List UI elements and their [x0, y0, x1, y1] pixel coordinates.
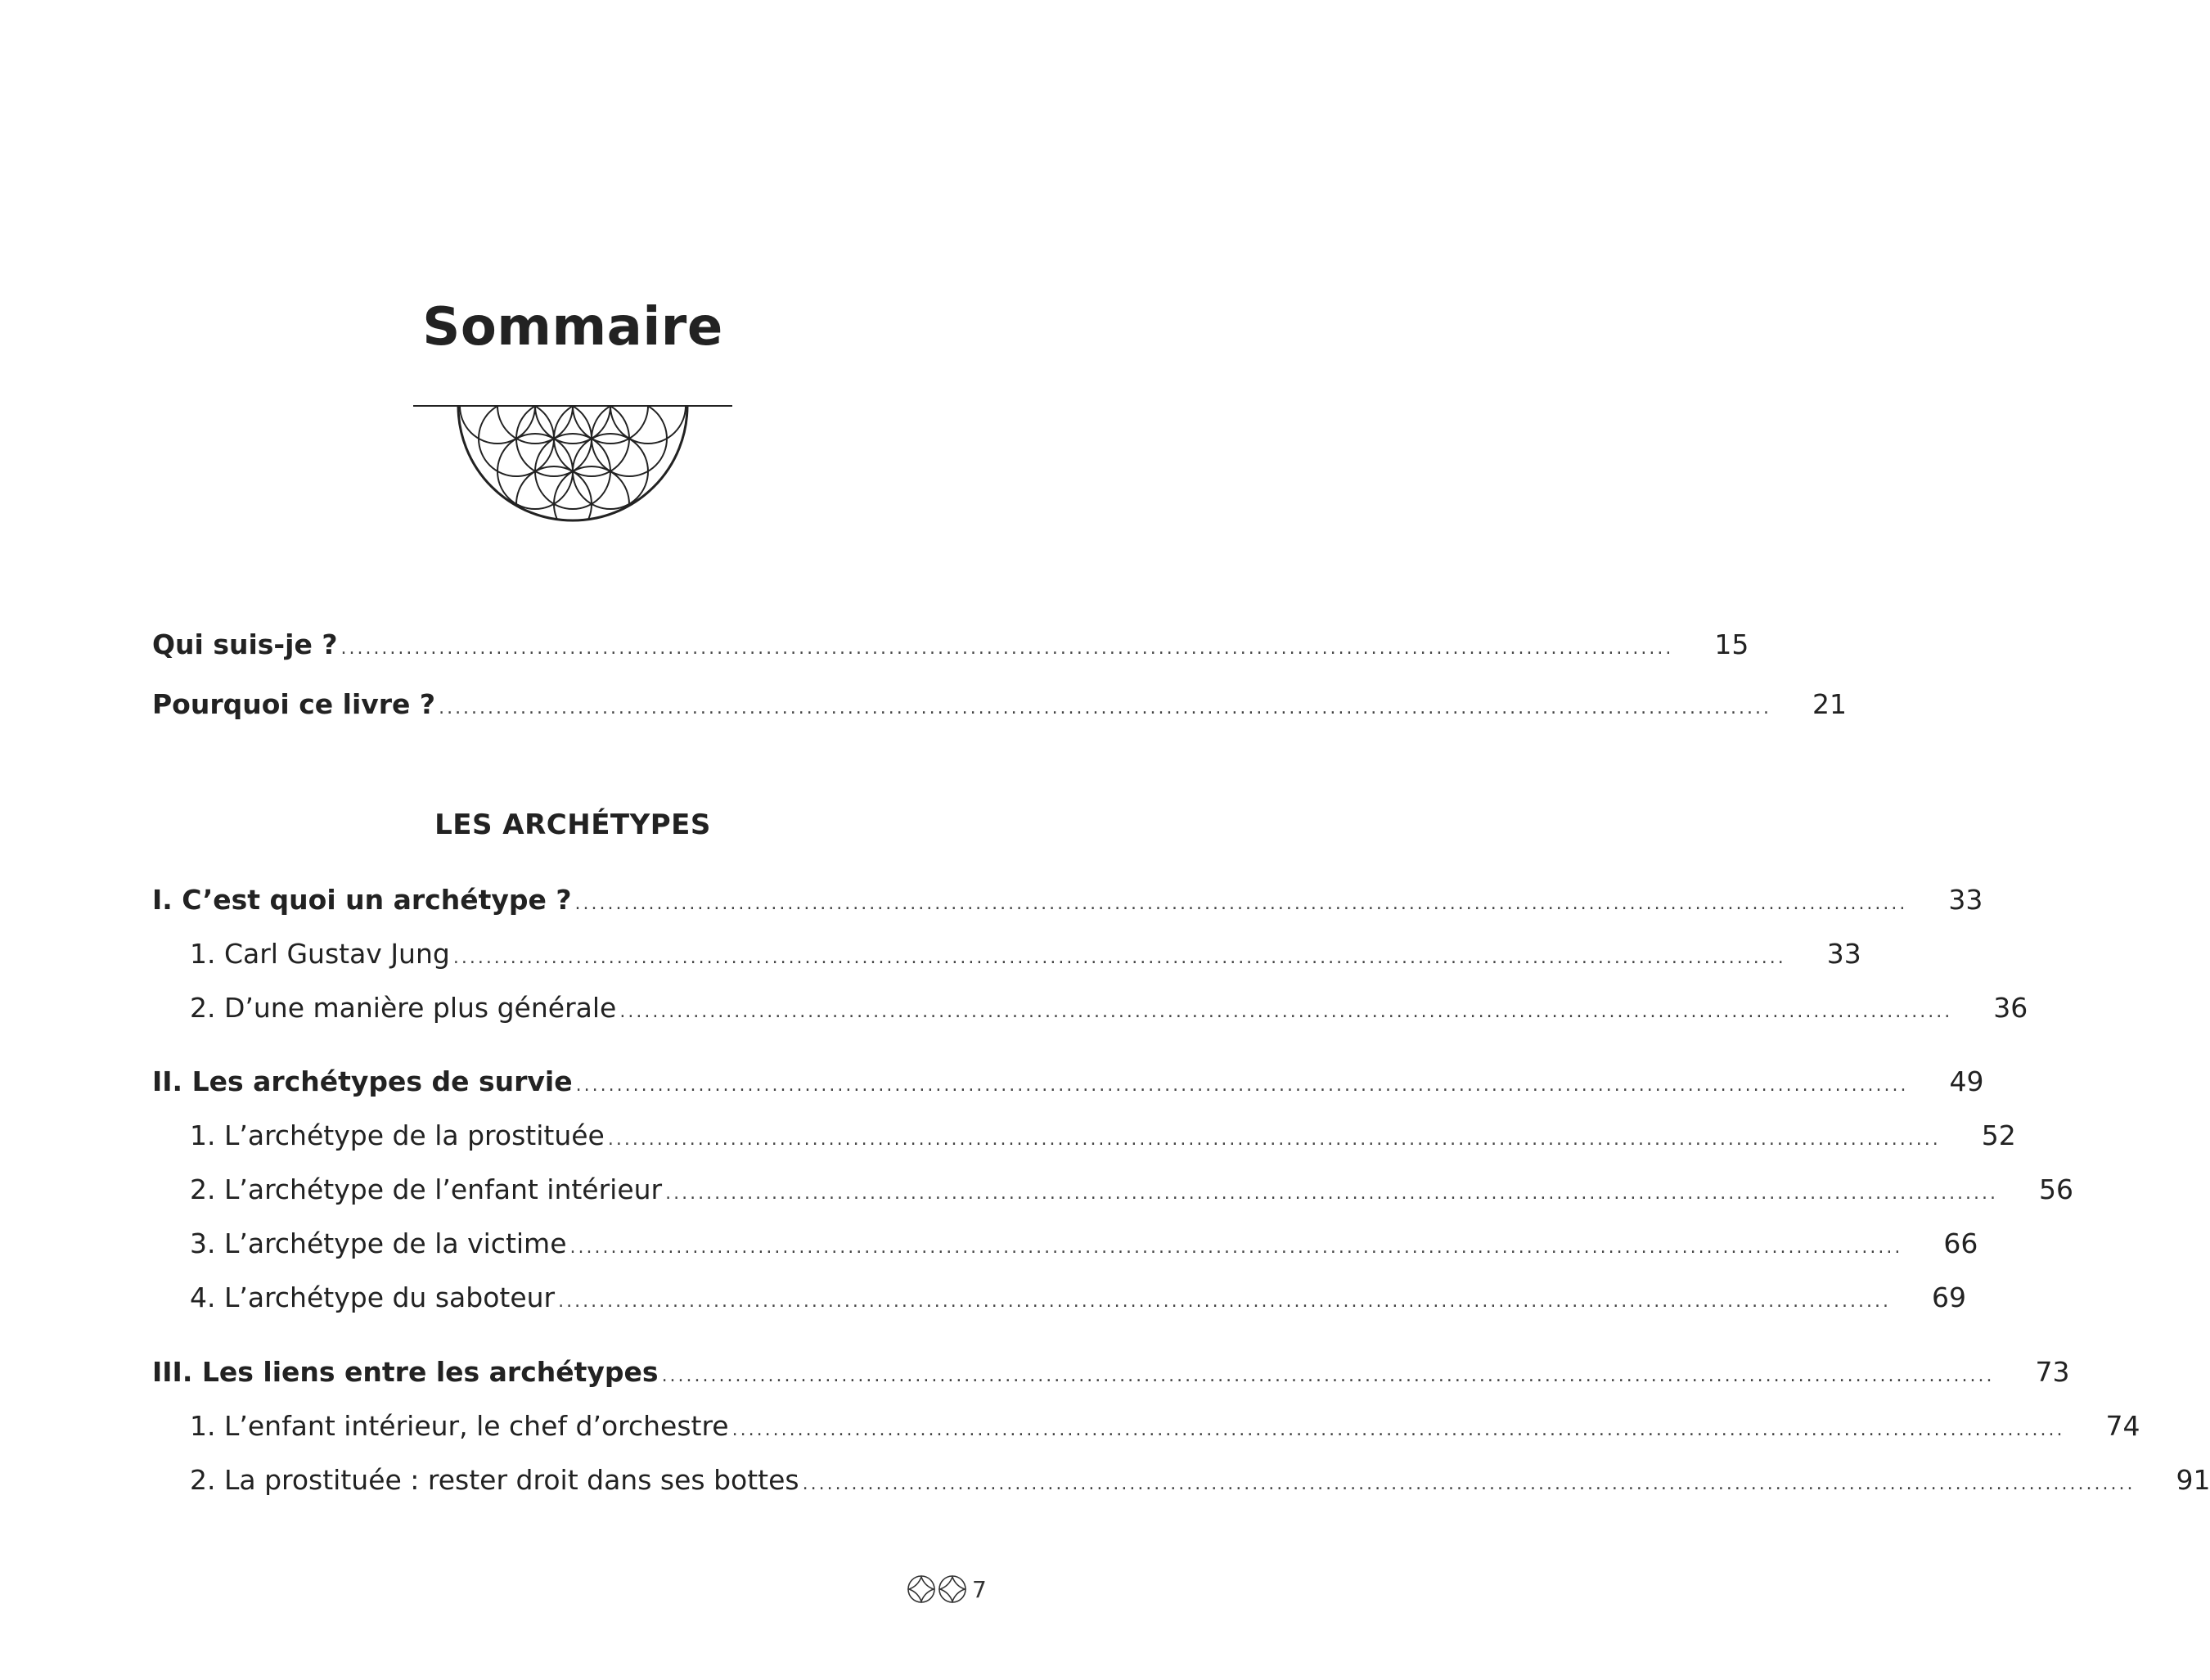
dot-leader: ................................................................................................................................................................... — [619, 1002, 1953, 1022]
page-footer — [907, 1574, 987, 1604]
dot-leader: ................................................................................................................................................................... — [802, 1474, 2136, 1494]
toc-page-number: 36 — [1993, 992, 2028, 1024]
toc-page-number: 49 — [1949, 1065, 1984, 1097]
toc-entry-label: II. Les archétypes de survie — [152, 1065, 573, 1097]
toc-entry-label: 1. L’archétype de la prostituée — [190, 1119, 605, 1151]
page-title: Sommaire — [422, 297, 723, 358]
toc-subentry[interactable] — [190, 1223, 1978, 1264]
toc-entry-label: 4. L’archétype du saboteur — [190, 1281, 556, 1313]
dot-leader: ................................................................................................................................................................... — [607, 1129, 1941, 1150]
dot-leader: ................................................................................................................................................................... — [665, 1183, 1999, 1204]
toc-page-number: 56 — [2039, 1173, 2074, 1205]
toc-page-number: 33 — [1948, 884, 1983, 916]
toc-page-number: 69 — [1932, 1281, 1967, 1313]
toc-page-number: 52 — [1981, 1119, 2016, 1151]
toc-entry-label: 2. La prostituée : rester droit dans ses bottes — [190, 1464, 799, 1496]
dot-leader: ................................................................................................................................................................... — [439, 698, 1771, 718]
toc-entry[interactable] — [152, 684, 1847, 725]
toc-entry-label: III. Les liens entre les archétypes — [152, 1356, 659, 1388]
section-heading: LES ARCHÉTYPES — [434, 808, 711, 841]
toc-subentry[interactable] — [190, 1169, 2074, 1210]
toc-chapter[interactable] — [152, 880, 1983, 921]
toc-page-number: 33 — [1826, 938, 1861, 970]
dot-leader: ................................................................................................................................................................... — [340, 638, 1674, 659]
toc-entry-label: 2. D’une manière plus générale — [190, 992, 617, 1024]
toc-chapter[interactable] — [152, 1061, 1984, 1102]
toc-entry-label: 1. L’enfant intérieur, le chef d’orchestre — [190, 1410, 729, 1442]
toc-entry-label: Qui suis-je ? — [152, 628, 338, 660]
toc-subentry[interactable] — [190, 1115, 2016, 1156]
toc-subentry[interactable] — [190, 1277, 1967, 1318]
toc-page-number: 15 — [1714, 628, 1749, 660]
toc-page-number: 21 — [1812, 688, 1847, 720]
dot-leader: ................................................................................................................................................................... — [558, 1291, 1892, 1312]
toc-entry-label: 2. L’archétype de l’enfant intérieur — [190, 1173, 663, 1205]
toc-chapter[interactable] — [152, 1352, 2070, 1393]
dot-leader: ................................................................................................................................................................... — [452, 948, 1786, 968]
toc-subentry[interactable] — [190, 934, 1861, 975]
toc-entry-label: Pourquoi ce livre ? — [152, 688, 436, 720]
toc-page-number: 74 — [2105, 1410, 2140, 1442]
dot-leader: ................................................................................................................................................................... — [661, 1366, 1995, 1386]
dot-leader: ................................................................................................................................................................... — [569, 1237, 1903, 1258]
toc-subentry[interactable] — [190, 1406, 2140, 1447]
double-diamond-flower-icon — [907, 1574, 969, 1604]
flower-of-life-half-icon — [413, 399, 732, 522]
dot-leader: ................................................................................................................................................................... — [575, 1075, 1909, 1096]
toc-entry-label: 3. L’archétype de la victime — [190, 1227, 567, 1259]
toc-entry-label: I. C’est quoi un archétype ? — [152, 884, 572, 916]
toc-page-number: 66 — [1943, 1227, 1978, 1259]
dot-leader: ................................................................................................................................................................... — [574, 894, 1908, 914]
page-number: 7 — [972, 1575, 987, 1603]
toc-page-number: 91 — [2176, 1464, 2210, 1496]
toc-entry-label: 1. Carl Gustav Jung — [190, 938, 450, 970]
dot-leader: ................................................................................................................................................................... — [731, 1420, 2065, 1440]
toc-entry[interactable] — [152, 624, 1749, 665]
toc-subentry[interactable] — [190, 988, 2028, 1029]
toc-subentry[interactable] — [190, 1460, 2210, 1501]
toc-page-number: 73 — [2035, 1356, 2070, 1388]
